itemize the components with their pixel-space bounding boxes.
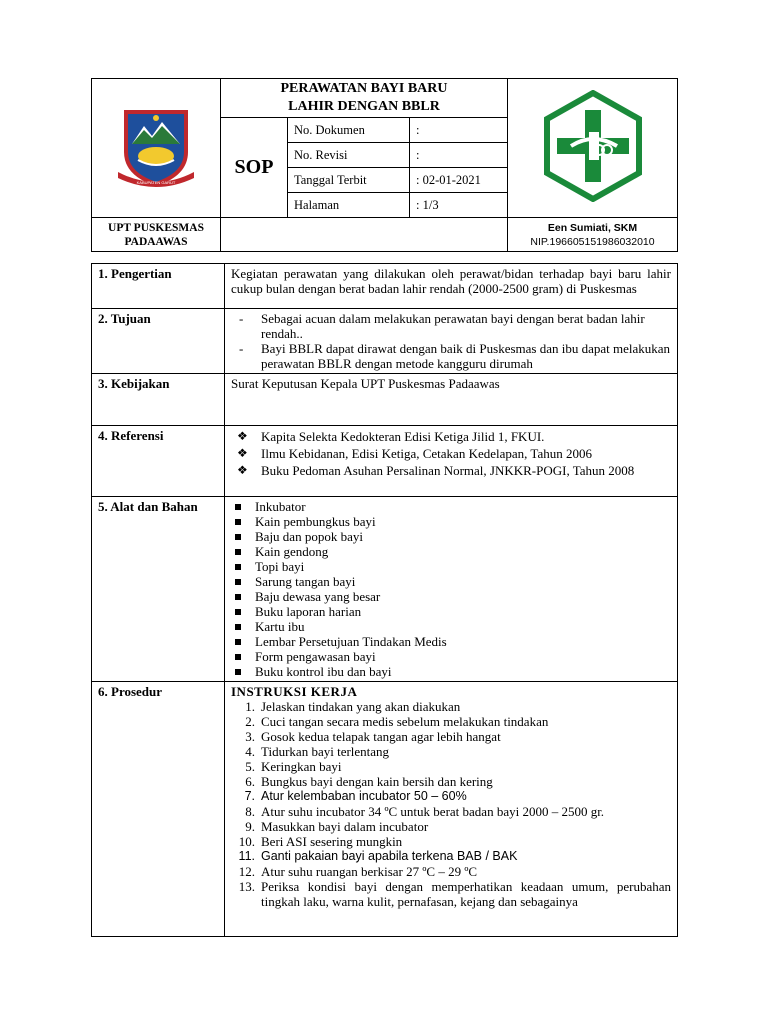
meta-value: : xyxy=(410,143,508,168)
list-item: Baju dan popok bayi xyxy=(231,529,671,544)
step-item: 6. Bungkus bayi dengan kain bersih dan kering xyxy=(245,774,493,789)
step-item: 5. Keringkan bayi xyxy=(245,759,342,774)
row-tujuan xyxy=(92,309,678,374)
list-item: Sarung tangan bayi xyxy=(231,574,671,589)
signer-nip: NIP.196605151986032010 xyxy=(530,235,655,248)
diamond-bullet-icon: ❖ xyxy=(237,446,248,460)
meta-value: : xyxy=(410,118,508,143)
list-item: Inkubator xyxy=(231,499,671,514)
list-item: Kain gendong xyxy=(231,544,671,559)
step-item: 4. Tidurkan bayi terlentang xyxy=(245,744,390,759)
tujuan-content xyxy=(225,309,678,374)
header-table xyxy=(91,78,678,252)
section-label: 3. Kebijakan xyxy=(92,374,225,426)
list-item: Kain pembungkus bayi xyxy=(231,514,671,529)
section-label: 5. Alat dan Bahan xyxy=(92,497,225,682)
list-item: - Sebagai acuan dalam melakukan perawatan bayi dengan berat badan lahir rendah.. xyxy=(239,311,645,341)
step-item: 11. Ganti pakaian bayi apabila terkena BAB / BAK xyxy=(238,849,518,863)
list-item: - Bayi BBLR dapat dirawat dengan baik di Puskesmas dan ibu dapat melakukan perawatan BBLR dengan metode kangguru dirumah xyxy=(239,341,671,371)
left-logo-cell xyxy=(92,79,221,218)
section-label: 2. Tujuan xyxy=(92,309,225,374)
diamond-bullet-icon: ❖ xyxy=(237,463,248,477)
list-item: ❖ Kapita Selekta Kedokteran Edisi Ketiga Jilid 1, FKUI. xyxy=(237,429,545,444)
row-alat-bahan xyxy=(92,497,678,682)
step-item: 12. Atur suhu ruangan berkisar 27 ºC – 29 ºC xyxy=(238,864,478,879)
puskesmas-logo xyxy=(537,90,649,202)
prosedur-steps xyxy=(231,699,671,909)
list-item: ❖ Ilmu Kebidanan, Edisi Ketiga, Cetakan Kedelapan, Tahun 2006 xyxy=(237,446,592,461)
svg-text:KABUPATEN GARUT: KABUPATEN GARUT xyxy=(136,180,176,185)
signer-name: Een Sumiati, SKM xyxy=(547,221,638,234)
list-item: Buku laporan harian xyxy=(231,604,671,619)
list-item: Lembar Persetujuan Tindakan Medis xyxy=(231,634,671,649)
meta-label: Tanggal Terbit xyxy=(288,168,410,193)
step-item: 2. Cuci tangan secara medis sebelum melakukan tindakan xyxy=(245,714,549,729)
row-referensi xyxy=(92,426,678,497)
meta-value: : 02-01-2021 xyxy=(410,168,508,193)
referensi-list xyxy=(231,428,671,479)
referensi-content xyxy=(225,426,678,497)
step-item: 8. Atur suhu incubator 34 ºC untuk berat badan bayi 2000 – 2500 gr. xyxy=(245,804,605,819)
alat-content xyxy=(225,497,678,682)
organization-line2: PADAAWAS xyxy=(124,235,188,248)
step-item: 1. Jelaskan tindakan yang akan diakukan xyxy=(245,699,461,714)
step-item: 10. Beri ASI sesering mungkin xyxy=(238,834,403,849)
step-item: 13. Periksa kondisi bayi dengan memperhatikan keadaan umum, perubahan tingkah laku, warna kulit, pernafasan, kejang dan sebagainya xyxy=(238,879,671,909)
tujuan-list xyxy=(231,311,671,371)
alat-list xyxy=(231,499,671,679)
section-label: 1. Pengertian xyxy=(92,264,225,309)
sop-label: SOP xyxy=(221,118,288,218)
section-label: 6. Prosedur xyxy=(92,682,225,937)
list-item: Buku kontrol ibu dan bayi xyxy=(231,664,671,679)
list-item: Topi bayi xyxy=(231,559,671,574)
document-title-line1: PERAWATAN BAYI BARU xyxy=(280,81,448,96)
garut-regency-logo xyxy=(114,104,198,188)
diamond-bullet-icon: ❖ xyxy=(237,429,248,443)
procedure-table xyxy=(91,263,678,937)
kebijakan-text: Surat Keputusan Kepala UPT Puskesmas Padaawas xyxy=(225,374,678,426)
row-prosedur xyxy=(92,682,678,937)
document-title-line2: LAHIR DENGAN BBLR xyxy=(288,99,440,114)
step-item: 7. Atur kelembaban incubator 50 – 60% xyxy=(244,789,467,803)
list-item: Form pengawasan bayi xyxy=(231,649,671,664)
document-meta-cell xyxy=(288,118,508,218)
meta-label: Halaman xyxy=(288,193,410,218)
document-meta-table xyxy=(288,118,507,217)
prosedur-content xyxy=(225,682,678,937)
organization-cell xyxy=(92,218,221,252)
list-item: Kartu ibu xyxy=(231,619,671,634)
meta-value: : 1/3 xyxy=(410,193,508,218)
step-item: 3. Gosok kedua telapak tangan agar lebih hangat xyxy=(245,729,501,744)
document-title-cell xyxy=(221,79,508,118)
step-item: 9. Masukkan bayi dalam incubator xyxy=(245,819,429,834)
organization-line1: UPT PUSKESMAS xyxy=(108,221,204,234)
list-item: ❖ Buku Pedoman Asuhan Persalinan Normal, JNKKR-POGI, Tahun 2008 xyxy=(237,463,635,478)
signer-cell xyxy=(508,218,678,252)
right-logo-cell xyxy=(508,79,678,218)
section-label: 4. Referensi xyxy=(92,426,225,497)
empty-cell xyxy=(221,218,508,252)
meta-label: No. Revisi xyxy=(288,143,410,168)
meta-label: No. Dokumen xyxy=(288,118,410,143)
row-pengertian xyxy=(92,264,678,309)
prosedur-heading: INSTRUKSI KERJA xyxy=(231,684,358,699)
pengertian-text: Kegiatan perawatan yang dilakukan oleh perawat/bidan terhadap bayi baru lahir cukup bulan dengan berat badan lahir rendah (2000-2500 gram) di Puskesmas xyxy=(225,264,678,309)
list-item: Baju dewasa yang besar xyxy=(231,589,671,604)
row-kebijakan xyxy=(92,374,678,426)
